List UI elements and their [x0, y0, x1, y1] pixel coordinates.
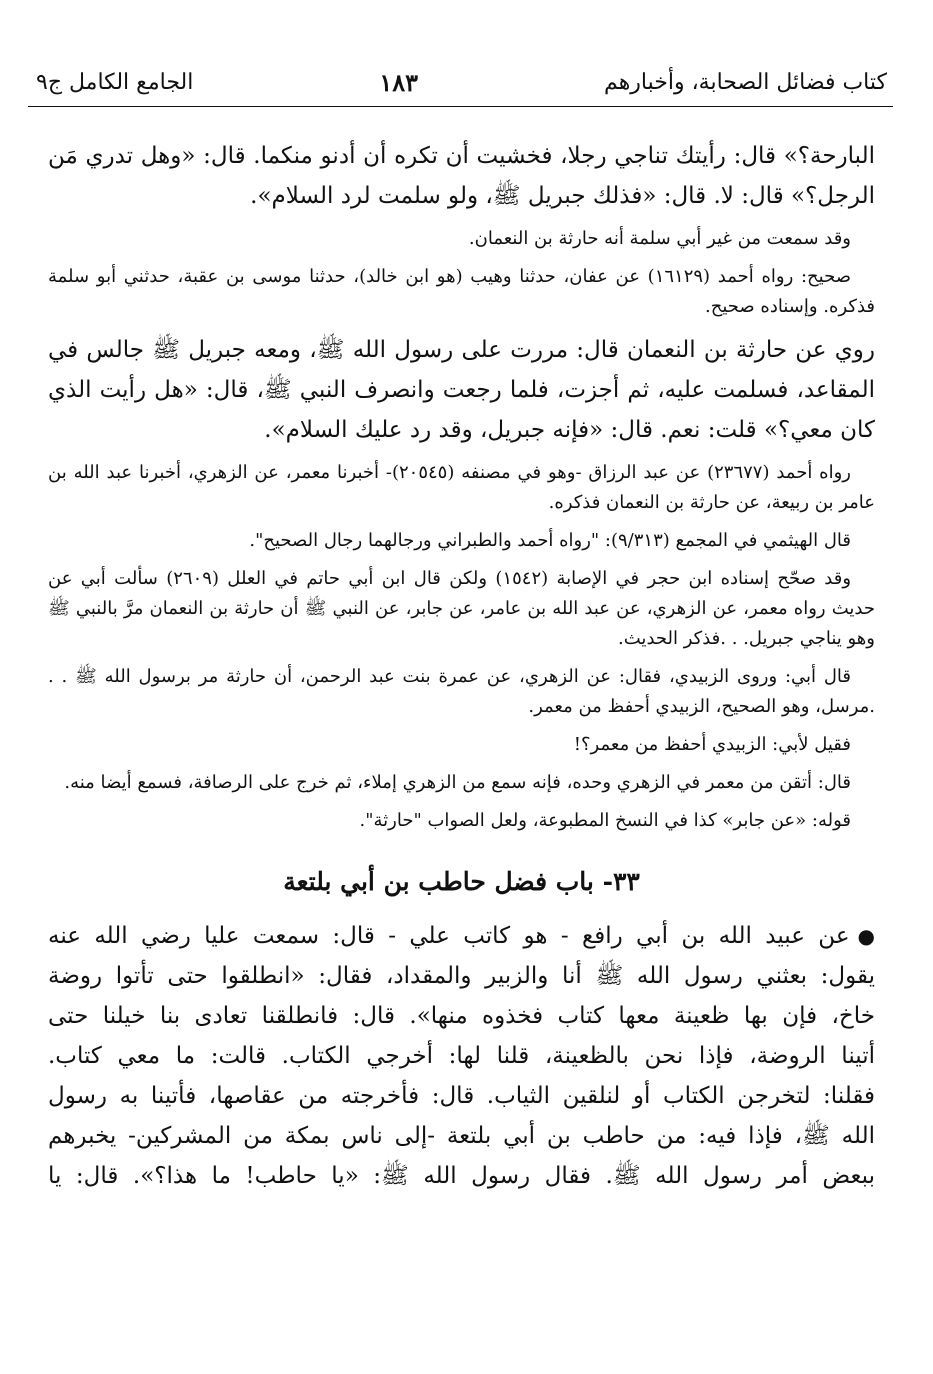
hadith-text: روي عن حارثة بن النعمان قال: مررت على رسول الله ﷺ، ومعه جبريل ﷺ جالس في المقاعد، فسلمت عليه، ثم أجزت، فلما رجعت وانصرف النبي ﷺ، قال: «هل رأيت الذي كان معي؟» قلت: نعم. قال: «فإنه جبريل، وقد رد عليك السلام».: [48, 337, 875, 443]
commentary-note: قال: أتقن من معمر في الزهري وحده، فإنه سمع من الزهري إملاء، ثم خرج على الرصافة، فسمع أيضا منه.: [64, 772, 851, 793]
header-divider: [28, 106, 893, 107]
commentary-note: صحيح: رواه أحمد (١٦١٢٩) عن عفان، حدثنا وهيب (هو ابن خالد)، حدثنا موسى بن عقبة، حدثني أبو سلمة فذكره. وإسناده صحيح.: [48, 266, 875, 317]
text-line: خاخ، فإن بها ظعينة معها كتاب فخذوه منها». قال: فانطلقنا تعادى بنا خيلنا حتى: [48, 1003, 875, 1029]
text-line: أتينا الروضة، فإذا نحن بالظعينة، قلنا لها: أخرجي الكتاب. قالت: ما معي كتاب.: [48, 1043, 875, 1069]
page-header: [36, 62, 887, 102]
hadith-text: البارحة؟» قال: رأيتك تناجي رجلا، فخشيت أن تكره أن أدنو منكما. قال: «وهل تدري مَن الرجل؟» قال: لا. قال: «فذلك جبريل ﷺ، ولو سلمت لرد السلام».: [48, 143, 875, 209]
page-body: [48, 136, 875, 1204]
bullet-icon: ●: [857, 924, 875, 948]
commentary-note: رواه أحمد (٢٣٦٧٧) عن عبد الرزاق -وهو في مصنفه (٢٠٥٤٥)- أخبرنا معمر، عن الزهري، أخبرنا عبد الله بن عامر بن ربيعة، عن حارثة بن النعمان فذكره.: [48, 462, 875, 513]
header-book-title: كتاب فضائل الصحابة، وأخبارهم: [604, 69, 887, 95]
section-heading: ٣٣- باب فضل حاطب بن أبي بلتعة: [283, 867, 640, 896]
text-line: الله ﷺ، فإذا فيه: من حاطب بن أبي بلتعة -إلى ناس بمكة من المشركين- يخبرهم: [48, 1123, 875, 1149]
page-number: ١٨٣: [379, 67, 419, 97]
header-volume-title: الجامع الكامل ج٩: [36, 69, 194, 95]
text-line: يقول: بعثني رسول الله ﷺ أنا والزبير والمقداد، فقال: «انطلقوا حتى تأتوا روضة: [48, 963, 875, 989]
text-line: ببعض أمر رسول الله ﷺ. فقال رسول الله ﷺ: «يا حاطب! ما هذا؟». قال: يا: [48, 1163, 875, 1189]
text-line: [48, 916, 875, 956]
hadith-text: [48, 916, 875, 1196]
text-line: فقلنا: لتخرجن الكتاب أو لنلقين الثياب. قال: فأخرجته من عقاصها، فأتينا به رسول: [48, 1083, 875, 1109]
commentary-note: وقد صحّح إسناده ابن حجر في الإصابة (١٥٤٢) ولكن قال ابن أبي حاتم في العلل (٢٦٠٩) سألت أبي عن حديث رواه معمر، عن الزهري، عن عبد الله بن عامر، عن جابر، عن النبي ﷺ أن حارثة بن النعمان مرَّ بالنبي ﷺ وهو يناجي جبريل. . .فذكر الحديث.: [48, 568, 875, 649]
text-line-content: عن عبيد الله بن أبي رافع - هو كاتب علي - قال: سمعت عليا رضي الله عنه: [48, 923, 850, 949]
commentary-note: قال الهيثمي في المجمع (٩/٣١٣): "رواه أحمد والطبراني ورجالهما رجال الصحيح".: [249, 530, 851, 551]
commentary-note: قال أبي: وروى الزبيدي، فقال: عن الزهري، عن عمرة بنت عبد الرحمن، أن حارثة مر برسول الله ﷺ . . .مرسل، وهو الصحيح، الزبيدي أحفظ من معمر.: [48, 666, 875, 717]
commentary-note: فقيل لأبي: الزبيدي أحفظ من معمر؟!: [573, 734, 851, 755]
commentary-note: قوله: «عن جابر» كذا في النسخ المطبوعة، ولعل الصواب "حارثة".: [359, 810, 851, 831]
commentary-note: وقد سمعت من غير أبي سلمة أنه حارثة بن النعمان.: [468, 228, 851, 249]
